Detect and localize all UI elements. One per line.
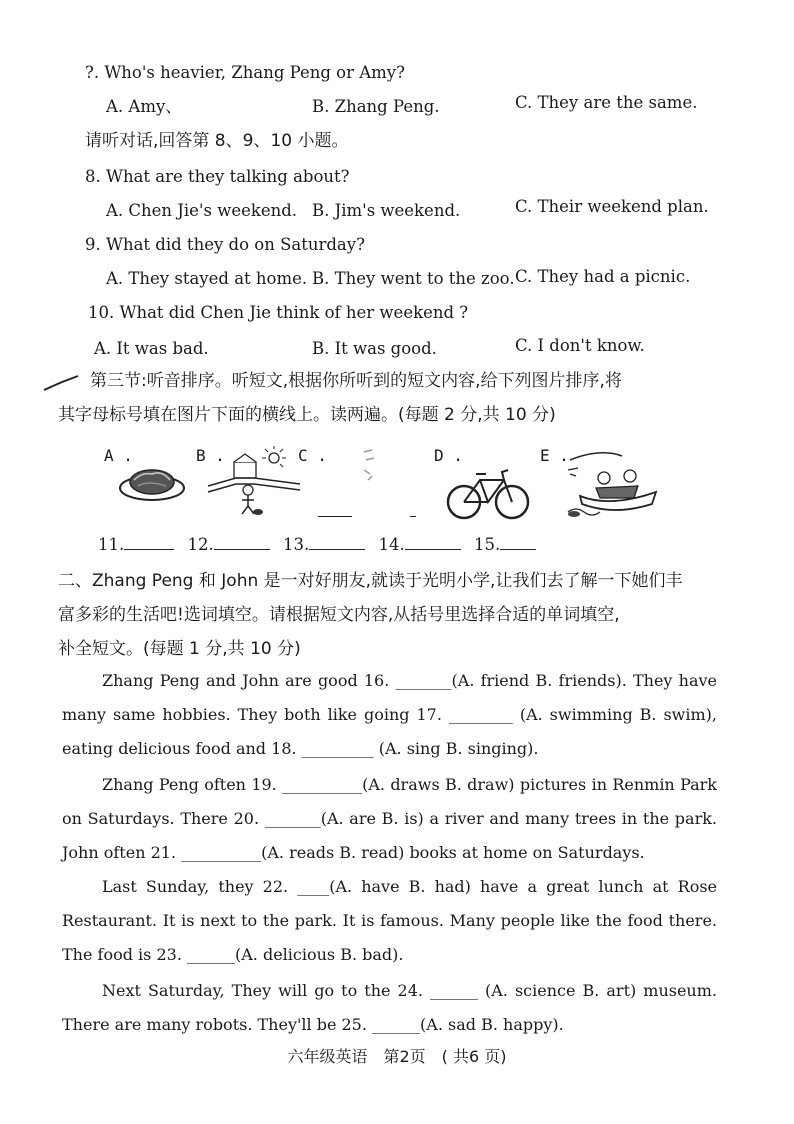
part2-line3: 补全短文。(每题 1 分,共 10 分) bbox=[58, 639, 301, 659]
part2-line1: 二、Zhang Peng 和 John 是一对好朋友,就读于光明小学,让我们去了解一下她们丰 bbox=[58, 571, 683, 591]
passage-paragraph-3 bbox=[62, 870, 717, 972]
answer-blank-15[interactable] bbox=[500, 535, 536, 550]
part2-line2: 富多彩的生活吧!选词填空。请根据短文内容,从括号里选择合适的单词填空, bbox=[58, 605, 620, 625]
picture-label-c: C . bbox=[298, 446, 327, 465]
picture-label-a: A . bbox=[104, 446, 133, 465]
faded-figure-icon bbox=[358, 446, 388, 486]
answer-label-14: 14. bbox=[378, 535, 405, 554]
section3-line1: 第三节:听音排序。听短文,根据你所听到的短文内容,给下列图片排序,将 bbox=[90, 371, 622, 391]
passage-p1-text: Zhang Peng and John are good 16. _______(A. friend B. friends). They have many same hobbies. They both like going 17. ________ (A. swimming B. swim), eating delicious food and 18. _________ (A. sing B. singing). bbox=[62, 671, 717, 758]
q10-stem: 10. What did Chen Jie think of her weekend ? bbox=[88, 303, 469, 322]
answer-label-11: 11. bbox=[98, 535, 125, 554]
answer-blank-14[interactable] bbox=[405, 535, 461, 550]
answer-row bbox=[98, 534, 536, 556]
q9-stem: 9. What did they do on Saturday? bbox=[85, 235, 365, 254]
q8-option-b: B. Jim's weekend. bbox=[312, 201, 461, 220]
picture-label-d: D . bbox=[434, 446, 463, 465]
instruction-8-10: 请听对话,回答第 8、9、10 小题。 bbox=[85, 131, 349, 151]
picture-c-blank bbox=[318, 516, 352, 517]
q9-option-b: B. They went to the zoo. bbox=[312, 269, 515, 288]
q9-option-a: A. They stayed at home. bbox=[106, 269, 308, 288]
answer-label-13: 13. bbox=[283, 535, 310, 554]
passage-paragraph-2 bbox=[62, 768, 717, 870]
q8-option-a: A. Chen Jie's weekend. bbox=[106, 201, 298, 220]
picture-d-blank bbox=[410, 516, 416, 517]
answer-blank-13[interactable] bbox=[309, 535, 365, 550]
passage-paragraph-4 bbox=[62, 974, 717, 1042]
answer-blank-12[interactable] bbox=[214, 535, 270, 550]
bicycle-icon bbox=[446, 466, 532, 522]
answer-label-12: 12. bbox=[187, 535, 214, 554]
q7-stem: ?. Who's heavier, Zhang Peng or Amy? bbox=[85, 63, 405, 82]
q7-option-b: B. Zhang Peng. bbox=[312, 97, 440, 116]
q10-option-a: A. It was bad. bbox=[94, 339, 209, 358]
great-wall-icon bbox=[206, 446, 302, 518]
passage-p2-text: Zhang Peng often 19. __________(A. draws B. draw) pictures in Renmin Park on Saturdays. There 20. _______(A. are B. is) a river and many trees in the park. John often 21. __________(A. reads B. read) books at home on Saturdays. bbox=[62, 775, 717, 862]
q10-option-c: C. I don't know. bbox=[515, 336, 645, 355]
food-plate-icon bbox=[118, 456, 188, 504]
q8-option-c: C. Their weekend plan. bbox=[515, 197, 709, 216]
q9-option-c: C. They had a picnic. bbox=[515, 267, 691, 286]
q8-stem: 8. What are they talking about? bbox=[85, 167, 350, 186]
q10-option-b: B. It was good. bbox=[312, 339, 437, 358]
pen-mark-icon bbox=[42, 372, 80, 394]
passage-p3-text: Last Sunday, they 22. ____(A. have B. had) have a great lunch at Rose Restaurant. It is next to the park. It is famous. Many people like the food there. The food is 23. ______(A. delicious B. bad). bbox=[62, 877, 717, 964]
passage-p4-text: Next Saturday, They will go to the 24. ______ (A. science B. art) museum. There are many robots. They'll be 25. ______(A. sad B. happy). bbox=[62, 981, 717, 1034]
q7-option-a: A. Amy、 bbox=[106, 97, 182, 116]
page-footer: 六年级英语 第2页 ( 共6 页) bbox=[287, 1047, 507, 1066]
answer-label-15: 15. bbox=[474, 535, 501, 554]
q7-option-c: C. They are the same. bbox=[515, 93, 698, 112]
picture-label-b: B . bbox=[196, 446, 225, 465]
passage-paragraph-1 bbox=[62, 664, 717, 766]
section3-line2: 其字母标号填在图片下面的横线上。读两遍。(每题 2 分,共 10 分) bbox=[58, 405, 556, 425]
boat-icon bbox=[560, 448, 660, 522]
answer-blank-11[interactable] bbox=[124, 535, 174, 550]
picture-label-e: E . bbox=[540, 446, 569, 465]
